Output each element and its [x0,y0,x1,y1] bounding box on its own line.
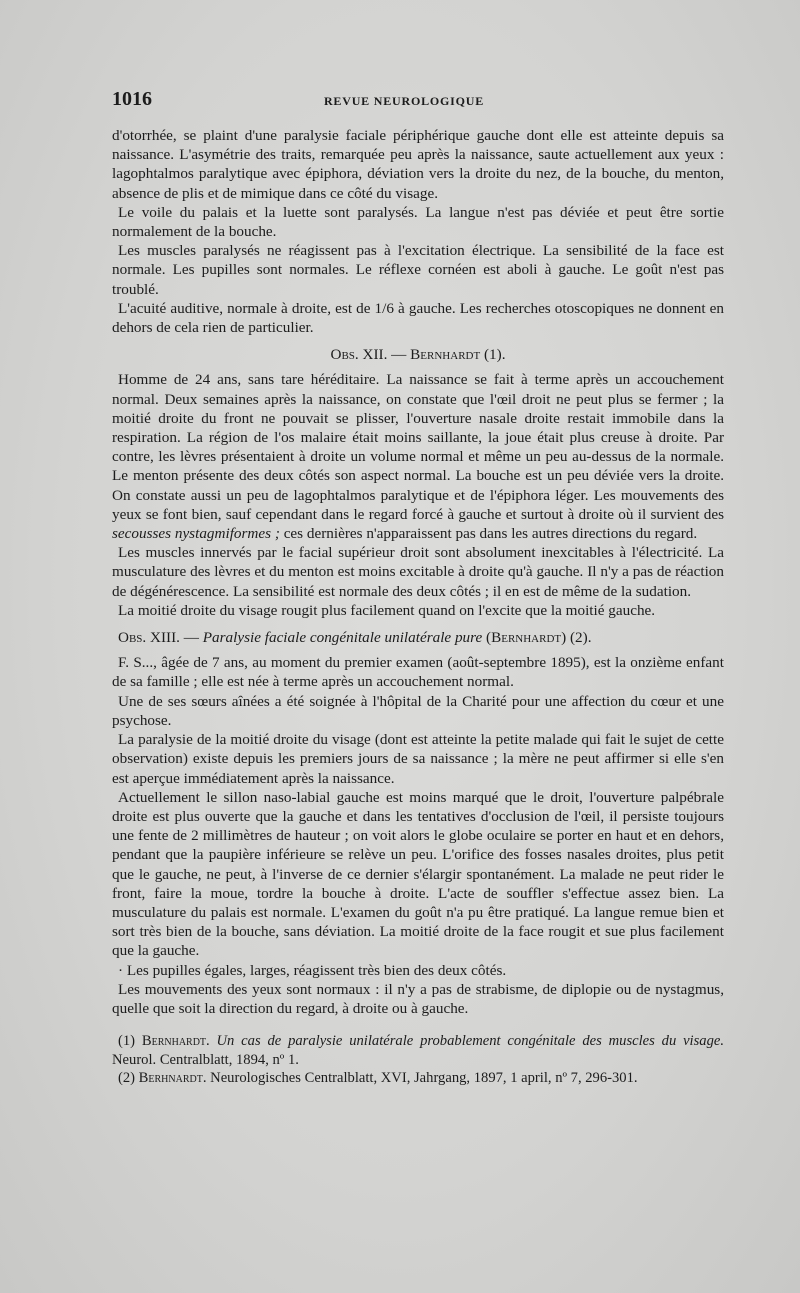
footnotes [112,1032,724,1088]
observation-label: Obs. XIII. — [118,629,203,647]
observation-label: Obs. XII. — [330,346,411,364]
paragraph-text: ces dernières n'apparaissent pas dans les autres directions du regard. [279,525,698,543]
page-number: 1016 [112,88,152,110]
paragraph: Une de ses sœurs aînées a été soignée à l'hôpital de la Charité pour une affection du cœur et une psychose. [112,692,724,729]
page-header [84,88,724,114]
footnote-2 [112,1069,724,1088]
footnote-number: (2) [118,1070,139,1087]
paragraph: L'acuité auditive, normale à droite, est de 1/6 à gauche. Les recherches otoscopiques ne donnent en dehors de cela rien de particulier. [112,299,724,337]
observation-author: Bernhardt [491,629,562,647]
observation-heading [112,345,724,364]
footnote-title: Un cas de paralysie unilatérale probablement congénitale des muscles du visage. [209,1033,724,1050]
paragraph: d'otorrhée, se plaint d'une paralysie faciale périphérique gauche dont elle est atteinte depuis sa naissance. L'asymétrie des traits, remarquée peu après la naissance, saute actuellement aux yeux : lagophtalmos paralytique avec épiphora, déviation vers la droite du nez, de la bouche, du menton, absence de plis et de mimique dans ce côté du visage. [112,127,724,202]
observation-author: Bernhardt [410,346,481,364]
footnote-author: Berhnardt. [138,1070,207,1087]
paragraph: Le voile du palais et la luette sont paralysés. La langue n'est pas déviée et peut être sortie normalement de la bouche. [112,203,724,241]
observation-author-open: ( [482,629,492,647]
footnote-ref: ) (2). [561,629,592,647]
observation-heading [112,628,724,647]
italic-phrase: secousses nystagmiformes ; [112,525,280,543]
paragraph: · Les pupilles égales, larges, réagissent très bien des deux côtés. [118,961,507,979]
paragraph: Les muscles paralysés ne réagissent pas à l'excitation électrique. La sensibilité de la face est normale. Les pupilles sont normales. Le réflexe cornéen est aboli à gauche. Le goût n'est pas troublé. [112,242,724,298]
footnote-source: Neurol. Centralblatt, 1894, nº 1. [112,1051,299,1068]
paragraph: Les muscles innervés par le facial supérieur droit sont absolument inexcitables à l'électricité. La musculature des lèvres et du menton est moins excitable à droite qu'à gauche. Il n'y a pas de réaction de dégénérescence. La sensibilité est normale des deux côtés ; il en est de même de la sudation. [112,544,724,600]
paragraph: La paralysie de la moitié droite du visage (dont est atteinte la petite malade qui fait le sujet de cette observation) existe depuis les premiers jours de sa naissance ; la mère ne peut affirmer si elle s'en est aperçue immédiatement après la naissance. [112,731,724,787]
paragraph: Les mouvements des yeux sont normaux : il n'y a pas de strabisme, de diplopie ou de nystagmus, quelle que soit la direction du regard, à droite ou à gauche. [112,980,724,1017]
running-title: REVUE NEUROLOGIQUE [323,94,485,108]
paragraph [112,370,724,543]
footnote-number: (1) [118,1033,142,1050]
footnote-ref: (1). [480,346,506,364]
paragraph: La moitié droite du visage rougit plus facilement quand on l'excite que la moitié gauche. [118,601,656,619]
paragraph-text: Homme de 24 ans, sans tare héréditaire. La naissance se fait à terme après un accouchement normal. Deux semaines après la naissance, on constate que l'œil droit ne peut plus se fermer ; la moitié droite du front ne pouvait se plisser, l'ouverture nasale droite restait immobile dans la respiration. La région de l'os malaire était moins saillante, la joue était plus creuse à droite. Par contre, les lèvres présentaient à droite un volume normal et même un peu au-dessus de la normale. Le menton présente des deux côtés son aspect normal. La bouche est un peu déviée vers la droite. On constate aussi un peu de lagophtalmos paralytique et de l'épiphora léger. Les mouvements des yeux se font bien, sauf cependant dans le regard forcé à gauche et surtout à droite où il survient des [112,371,724,523]
page-body [112,126,724,1088]
footnote-1 [112,1032,724,1069]
footnote-author: Bernhardt. [141,1033,210,1050]
footnote-source: Neurologisches Centralblatt, XVI, Jahrgang, 1897, 1 april, nº 7, 296-301. [206,1070,638,1087]
paragraph: Actuellement le sillon naso-labial gauche est moins marqué que le droit, l'ouverture palpébrale droite est plus ouverte que la gauche et dans les tentatives d'occlusion de l'œil, il persiste toujours une fente de 2 millimètres de hauteur ; on voit alors le globe oculaire se porter en haut et en dehors, pendant que la paupière inférieure se relève un peu. L'orifice des fosses nasales droites, plus petit que le gauche, ne peut, à l'inverse de ce dernier s'élargir spontanément. La malade ne peut rider le front, faire la moue, tordre la bouche à droite. L'acte de souffler s'effectue assez bien. La musculature du palais est normale. L'examen du goût n'a pu être pratiqué. La langue remue bien et sort très bien de la bouche, sans déviation. La moitié droite de la face rougit et sue plus facilement que la gauche. [112,788,724,960]
paragraph: F. S..., âgée de 7 ans, au moment du premier examen (août-septembre 1895), est la onzième enfant de sa famille ; elle est née à terme après un accouchement normal. [112,654,724,691]
observation-title: Paralysie faciale congénitale unilatérale pure [202,629,483,647]
